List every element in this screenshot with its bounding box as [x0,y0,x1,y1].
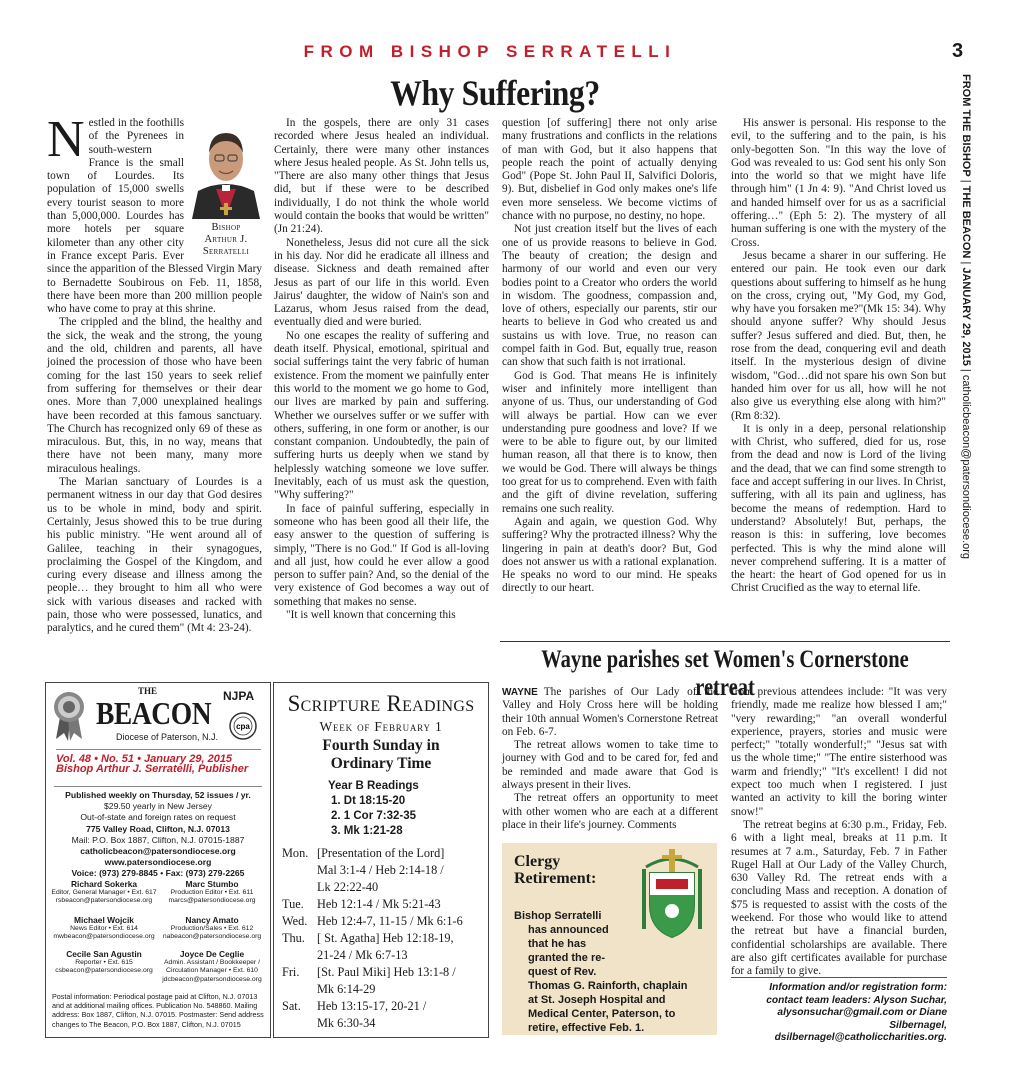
retreat-column-2 [731,686,947,979]
day-reading [282,896,482,913]
paragraph-text: estled in the foothills of the Pyrenees in south-western France is the small town of Lourdes. Its population of 15,000 swells every tourist season to more than 5,000,000. Lourdes has more hotels per square kilometer than any other city in France except Paris. Ever since the apparition of the Blessed Virgin Mary to Bernadette Soubirous on Feb. 11, 1858, there have been more than 200 million people who have come to pray at this shrine. [47,117,262,316]
daily-readings [282,845,482,1032]
citation-line: Mk 6:14-29 [317,982,376,996]
day-reading [282,998,482,1032]
scripture-title: Scripture Readings [287,691,475,716]
masthead-the: THE [138,686,158,696]
clergy-title [514,853,596,887]
caption-line: Serratelli [202,246,250,257]
article-column-3 [502,117,717,596]
portrait-caption [188,222,264,258]
day-citation [317,896,482,913]
caption-line: Arthur J. [204,234,248,245]
staff-member [50,879,158,906]
staff-email: rsbeacon@patersondiocese.org [55,897,153,905]
day-label: Wed. [282,914,308,928]
scripture-readings-box [273,682,489,1038]
caption-line: Bishop [211,222,241,233]
running-paper: THE BEACON [960,185,972,259]
year-readings [328,779,419,839]
dateline: WAYNE [502,687,538,698]
staff-name: Michael Wojcik [74,915,134,925]
article-column-2 [274,117,489,622]
publication-info-line: Out-of-state and foreign rates on request [80,812,236,823]
sunday-line: Ordinary Time [330,755,432,772]
staff-member [158,879,266,906]
clergy-line: at St. Joseph Hospital and [528,994,666,1006]
clergy-line: Bishop Serratelli [514,910,602,922]
clergy-line: Medical Center, Paterson, to [528,1008,676,1020]
retreat-contact-info: Information and/or registration form: contact team leaders: Alyson Suchar, alysonsuchar@gmail.com or Diane Silbernagel, dsilbernagel@catholiccharities.org. [731,977,947,1045]
day-citation [317,845,482,896]
publication-info [54,786,262,880]
staff-role: Editor, General Manager • Ext. 617 [51,889,157,896]
publication-info-line: Published weekly on Thursday, 52 issues / yr. [65,790,251,800]
clergy-retirement-box [502,843,717,1035]
paragraph: No one escapes the reality of suffering and death itself. Physical, emotional, spiritual and social sufferings taint the very fabric of human existence. From the moment we painfully enter this world to the moment we go home to God, our lives are marked by pain and suffering. Whether we ourselves suffer or we suffer with others, suffering, in one form or another, is our constant companion. Undoubtedly, the pain of suffering hurts us deeply when we stand by helplessly watching someone we love suffer. Inevitably, each of us must ask the question, "Why suffering?" [274,329,489,502]
clergy-line: that he has [528,938,587,950]
publisher-line: Bishop Arthur J. Serratelli, Publisher [56,763,249,775]
retreat-headline: Wayne parishes set Women's Cornerstone retreat [541,646,909,701]
day-reading [282,845,482,896]
year-reading: 2. 1 Cor 7:32-35 [331,810,417,822]
scripture-week: Week of February 1 [319,719,443,734]
section-kicker: FROM BISHOP SERRATELLI [303,42,677,61]
paragraph: In face of painful suffering, especially in someone who has been good all their life, the easy answer to the question of suffering is simply, "There is no God." If God is all-loving and all just, how could he ever allow a good person to suffer pain? And, so the denial of the very existence of God becomes a way out of something that makes no sense. [274,502,489,608]
citation-line: Mal 3:1-4 / Heb 2:14-18 / [317,863,444,877]
citation-line: Mk 6:30-34 [317,1016,376,1030]
article-headline: Why Suffering? [390,73,600,113]
day-reading [282,930,482,964]
citation-line: [Presentation of the Lord] [317,846,445,860]
clergy-title-line: Retirement: [514,870,597,887]
paragraph: Nonetheless, Jesus did not cure all the sick in his day. Nor did he eradicate all illness and disease. Sickness and death remained after Jesus as part of our life in this world. Even Jairus' daughter, the widow of Nain's son and Lazarus, whom Jesus raised from the dead, eventually died and were buried. [274,236,489,329]
paragraph: It is only in a deep, personal relationship with Christ, who suffered, died for us, rose from the dead and now is Lord of the living and the dead, that we can find some strength to face and accept suffering in our lives. In Christ, suffering, with all its pain and ugliness, has become the means of redemption. Hard to understand? Absolutely! But, perhaps, the reason is this: in suffering, love becomes perfected. This is why the mind alone will never comprehend suffering. It is a matter of the heart: the heart of God opened for us in Christ Crucified as the way to eternal life. [731,422,946,595]
cpa-member-icon [228,711,258,741]
paragraph: The retreat allows women to take time to journey with God and to be cared for, fed and be reminded and made aware that God is always present in their lives. [502,739,718,792]
staff-name: Joyce De Ceglie [179,949,245,959]
masthead-logo: BEACON [96,695,212,731]
paragraph: Again and again, we question God. Why suffering? Why the protracted illness? Why the lingering in pain at death's door? But, God does not answer us with a rational explanation. He speaks no word to our mind. He speaks directly to our heart. [502,515,717,595]
staff-email: mwbeacon@patersondiocese.org [53,933,155,941]
day-label: Sat. [282,999,301,1013]
paragraph: Jesus became a sharer in our suffering. He entered our pain. He took even our dark questions about suffering to himself as he hung on the cross, crying out, "My God, my God, why have you forsaken me?"(Mk 15: 34). Why should anyone suffer? Why should Jesus suffer? Jesus suffered and died. But, then, he rose from the dead, conquering evil and death itself. In the mysterious design of divine wisdom, "God…did not spare his own Son but handed him over for us all, how will he not also give us everything else along with him?"(Rm 8:32). [731,249,946,422]
day-citation [317,930,482,964]
staff-member [158,915,266,942]
clergy-title-line: Clergy [514,853,561,870]
clergy-line: has announced [528,924,609,936]
publication-info-line: $29.50 yearly in New Jersey [104,801,212,812]
running-email: catholicbeacon@patersondiocese.org [960,374,972,560]
staff-email: marcs@patersondiocese.org [168,897,256,905]
year-reading: 3. Mk 1:21-28 [331,825,403,837]
postal-info: Postal information: Periodical postage paid at Clifton, N.J. 07013 and at additional mailing offices. Publication No. 548860. Mailing address: Box 1887, Clifton, N.J. 07015. Postmaster: Send address changes to The Beacon, P.O. Box 1887, Clifton, N.J. 07015 [52,992,264,1029]
day-citation [317,964,482,998]
staff-role: Production Editor • Ext. 611 [170,889,254,896]
staff-name: Richard Sokerka [70,879,138,889]
citation-line: 21-24 / Mk 6:7-13 [317,948,408,962]
staff-member [50,915,158,942]
paragraph: His answer is personal. His response to the evil, to the suffering and to the pain, is his only-begotten Son. "In this way the love of God was revealed to us: God sent his only Son into the world so that we might have life through him" (1 Jn 4: 9). "And Christ loved us and handed himself over for us as a sacrificial offering…" (Eph 5: 2). The mystery of all human suffering is one with the mystery of the Cross. [731,117,946,249]
scripture-sunday [274,737,488,773]
paragraph: The crippled and the blind, the healthy and the sick, the weak and the strong, the young and the old, children and parents, all have joined the procession of those who have been coming for the last 150 years to seek relief from suffering for themselves or their dear ones. More than 7,000 unexplained healings have been recorded at this famous sanctuary. The Church has recognized only 69 of these as miraculous. But, this, in no way, means that there have not been many, many more miraculous healings. [47,316,262,475]
clergy-line: quest of Rev. [528,966,597,978]
staff-name: Cecile San Agustin [66,949,142,959]
staff-role: News Editor • Ext. 614 [70,925,138,932]
paragraph: from previous attendees include: "It was very friendly, made me realize how blessed I am;" "very rewarding;" "an overall wonderful experience, prayers, stories and music were perfect;" "totally wonderful!;" "Jesus sat with us the whole time;" "The entire sisterhood was warm and friendly;" "It's excellent! I did not expect too much when I registered. I just wanted an activity to kill the boring winter snow!" [731,686,947,818]
bishop-portrait [188,119,264,259]
paragraph: The retreat offers an opportunity to meet with other women who are each at a different place in their life's journey. Comments [502,792,718,831]
day-label: Thu. [282,931,305,945]
paragraph [502,686,718,739]
section-divider [500,641,950,642]
paragraph: God is God. That means He is infinitely wiser and infinitely more intelligent than anyone of us. Thus, our understanding of God will always be partial. How can we ever understanding pure goodness and love? If we were to be able to figure out, by our limited human reason, all that there is to know, then we would be God. There will always be things too great for us to comprehend. Even with faith and the gift of divine revelation, suffering remains one such reality. [502,369,717,515]
njpa-logo: NJPA [223,689,255,703]
publication-info-line: catholicbeacon@patersondiocese.org [80,846,236,857]
volume-line: Vol. 48 • No. 51 • January 29, 2015 [56,749,261,765]
staff-name: Marc Stumbo [185,879,239,889]
publication-info-line: www.patersondiocese.org [104,857,212,868]
citation-line: Heb 12:1-4 / Mk 5:21-43 [317,897,441,911]
sunday-line: Fourth Sunday in [322,737,440,754]
beacon-masthead [45,682,271,1038]
award-seal-icon [52,689,86,741]
staff-role: Reporter • Ext. 615 [75,959,133,966]
running-section: FROM THE BISHOP [960,74,972,177]
publication-info-line: Voice: (973) 279-8845 • Fax: (973) 279-2265 [71,868,245,879]
staff-role: Production/Sales • Ext. 612 [170,925,254,932]
masthead-diocese: Diocese of Paterson, N.J. [116,732,219,742]
paragraph-text: The parishes of Our Lady of the Valley and Holy Cross here will be holding their 10th annual Women's Cornerstone Retreat on Feb. 6-7. [502,686,718,738]
clergy-line: granted the re- [528,952,606,964]
year-title: Year B Readings [328,780,419,792]
publication-info-line: Mail: P.O. Box 1887, Clifton, N.J. 07015-1887 [71,834,245,845]
citation-line: [ St. Agatha] Heb 12:18-19, [317,931,454,945]
day-label: Fri. [282,965,300,979]
paragraph: The retreat begins at 6:30 p.m., Friday, Feb. 6 with a light meal, breaks at 11 p.m. It resumes at 7 a.m., Saturday, Feb. 7 in Father Rugel Hall at Our Lady of the Valley Church, 630 Valley Rd. The retreat ends with a concluding Mass and reception. A donation of $75 is requested to assist with the costs of the weekend. For those who would like to attend the retreat but have a financial burden, confidential scholarships are available. There are also gift certificates available for purchase for a family to give. [731,818,947,978]
running-date: JANUARY 29, 2015 [960,267,972,366]
clergy-line: Thomas G. Rainforth, chaplain [528,980,688,992]
staff-role: Admin. Assistant / Bookkeeper / Circulation Manager • Ext. 610 [164,959,260,975]
citation-line: Heb 12:4-7, 11-15 / Mk 6:1-6 [317,914,463,928]
paragraph: "It is well known that concerning this [286,608,456,621]
day-reading [282,913,482,930]
paragraph: In the gospels, there are only 31 cases recorded where Jesus healed an individual. Certainly, there were many other instances where Jesus healed people. As St. John tells us, "There are also many other things that Jesus did, but if these were to be described individually, I do not think the whole world would contain the books that would be written" (Jn 21:24). [274,117,489,236]
citation-line: Lk 22:22-40 [317,880,379,894]
staff-member [158,949,266,984]
article-column-4 [731,117,946,596]
staff-list [50,879,266,989]
year-reading: 1. Dt 18:15-20 [331,795,406,807]
day-label: Mon. [282,846,309,860]
citation-line: Heb 13:15-17, 20-21 / [317,999,427,1013]
drop-cap: N [47,111,85,168]
clergy-line: retire, effective Feb. 1. [528,1022,645,1034]
staff-member [50,949,158,976]
article-column-1 [47,111,262,636]
clergy-announcement [514,909,704,1035]
staff-email: jdcbeacon@patersondiocese.org [162,975,262,983]
paragraph: question [of suffering] there not only arise many frustrations and conflicts in the relations of man with God, but it also happens that people reach the point of actually denying God" (Pope St. John Paul II, Salvifici Doloris, 9). But, disbelief in God only makes one's life even more senseless. We become victims of chance with no purpose, no destiny, no hope. [502,117,717,223]
portrait-photo [188,119,264,219]
day-label: Tue. [282,897,304,911]
paragraph: Not just creation itself but the lives of each one of us provide reasons to believe in God. The beauty of creation; the design and harmony of our world and even our very bodies point to a Creator who orders the world in wisdom. The goodness, compassion and, love of others, especially our parents, stir our hearts to believe in God who created us and sustains us with love. True, no reason can compel faith in God. But, equally true, reason can show that such faith is not irrational. [502,223,717,369]
staff-email: nabeacon@patersondiocese.org [162,933,262,941]
day-citation [317,998,482,1032]
staff-email: csbeacon@patersondiocese.org [55,967,153,975]
page-number: 3 [952,40,964,62]
running-head: FROM THE BISHOP | THE BEACON | JANUARY 29, 2015 | catholicbeacon@patersondiocese.org [960,74,972,560]
retreat-column-1 [502,686,718,832]
svg-text:cpa: cpa [236,722,250,731]
citation-line: [St. Paul Miki] Heb 13:1-8 / [317,965,456,979]
day-citation [317,913,482,930]
staff-name: Nancy Amato [185,915,239,925]
publication-info-line: 775 Valley Road, Clifton, N.J. 07013 [86,823,230,834]
paragraph: The Marian sanctuary of Lourdes is a permanent witness in our day that God desires us to be whole in mind, body and spirit. Certainly, Jesus showed this to be true during his public ministry. "He went around all of Galilee, teaching in their synagogues, proclaiming the Gospel of the Kingdom, and curing every disease and illness among the people… they brought to him all who were sick with various diseases and racked with pain, those who were possessed, lunatics, and paralytics, and he cured them" (Mt 4: 23-24). [47,476,262,635]
day-reading [282,964,482,998]
